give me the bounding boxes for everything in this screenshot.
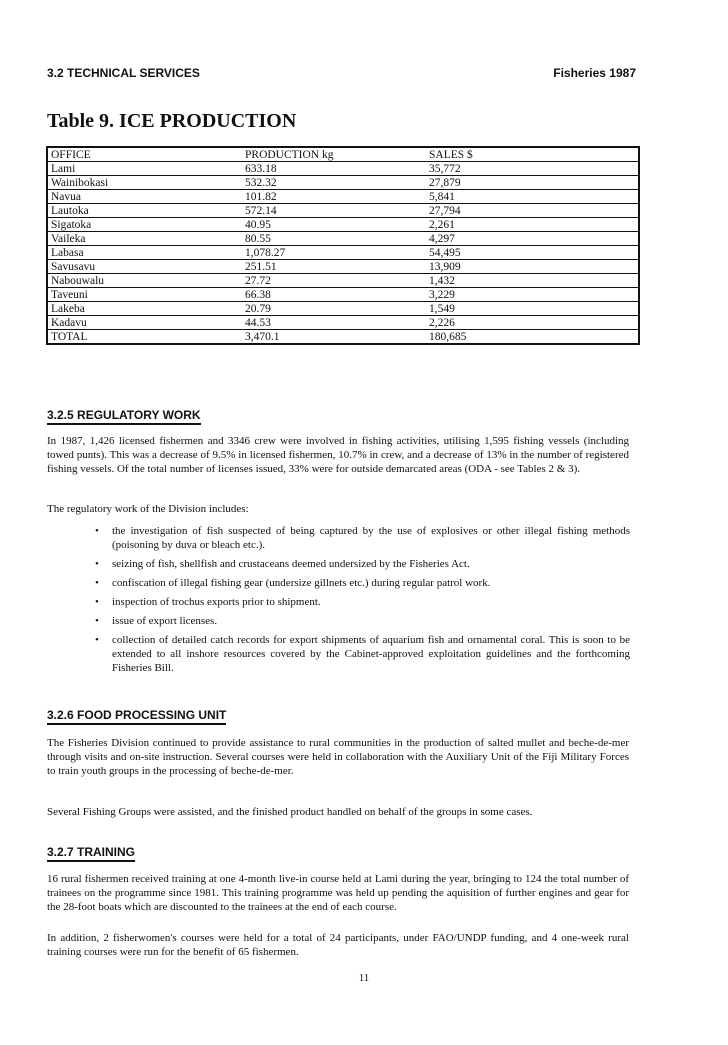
office-cell: Navua xyxy=(47,190,241,204)
office-cell: Lakeba xyxy=(47,302,241,316)
bullet-item: • issue of export licenses. xyxy=(90,614,630,628)
production-cell: 20.79 xyxy=(241,302,425,316)
sales-cell: 5,841 xyxy=(425,190,639,204)
training-paragraph-2: In addition, 2 fisherwomen's courses were held for a total of 24 participants, under FAO/UNDP funding, and 4 one-week rural training courses were run for the benefit of 65 fishermen. xyxy=(47,932,629,958)
sales-cell: 35,772 xyxy=(425,162,639,176)
office-cell: Kadavu xyxy=(47,316,241,330)
sales-cell: 27,879 xyxy=(425,176,639,190)
table-row xyxy=(47,274,639,288)
heading-food-processing: 3.2.6 FOOD PROCESSING UNIT xyxy=(47,708,226,725)
column-header-sales: SALES $ xyxy=(425,147,639,162)
bullet-item: • seizing of fish, shellfish and crustaceans deemed undersized by the Fisheries Act. xyxy=(90,557,630,571)
running-header-section: 3.2 TECHNICAL SERVICES xyxy=(47,66,200,80)
regulatory-paragraph-2: The regulatory work of the Division includes: xyxy=(47,503,249,515)
sales-cell: 2,226 xyxy=(425,316,639,330)
bullet-item: • the investigation of fish suspected of being captured by the use of explosives or other illegal fishing methods (poisoning by duva or bleach etc.). xyxy=(90,524,630,552)
table-row xyxy=(47,162,639,176)
office-cell: Wainibokasi xyxy=(47,176,241,190)
column-header-production: PRODUCTION kg xyxy=(241,147,425,162)
running-header-publication: Fisheries 1987 xyxy=(553,66,636,80)
office-cell: Labasa xyxy=(47,246,241,260)
regulatory-bullet-list xyxy=(90,524,630,680)
table-row xyxy=(47,218,639,232)
table-row xyxy=(47,316,639,330)
sales-cell: 27,794 xyxy=(425,204,639,218)
table-title: Table 9. ICE PRODUCTION xyxy=(47,110,297,132)
sales-cell: 4,297 xyxy=(425,232,639,246)
table-row xyxy=(47,204,639,218)
table-row xyxy=(47,288,639,302)
office-cell: Lautoka xyxy=(47,204,241,218)
office-cell: Sigatoka xyxy=(47,218,241,232)
bullet-item: • inspection of trochus exports prior to shipment. xyxy=(90,595,630,609)
heading-training: 3.2.7 TRAINING xyxy=(47,845,135,862)
office-cell: Lami xyxy=(47,162,241,176)
bullet-item: • collection of detailed catch records for export shipments of aquarium fish and ornamental coral. This is soon to be extended to all inshore resources covered by the Cabinet-approved exploitation guidelines and the forthcoming Fisheries Bill. xyxy=(90,633,630,675)
bullet-item: • confiscation of illegal fishing gear (undersize gillnets etc.) during regular patrol work. xyxy=(90,576,630,590)
production-cell: 633.18 xyxy=(241,162,425,176)
table-row xyxy=(47,246,639,260)
food-processing-paragraph-1: The Fisheries Division continued to provide assistance to rural communities in the production of salted mullet and beche-de-mer through visits and on-site instruction. Several courses were held in collaboration with the Auxiliary Unit of the Fiji Military Forces to train youth groups in the processing of beche-de-mer. xyxy=(47,737,629,777)
table-row xyxy=(47,232,639,246)
table-row xyxy=(47,260,639,274)
sales-cell: 3,229 xyxy=(425,288,639,302)
production-cell: 27.72 xyxy=(241,274,425,288)
production-cell: 66.38 xyxy=(241,288,425,302)
table-header-row xyxy=(47,147,639,162)
table-row xyxy=(47,302,639,316)
production-cell: 101.82 xyxy=(241,190,425,204)
production-cell: 44.53 xyxy=(241,316,425,330)
production-cell: 3,470.1 xyxy=(241,330,425,345)
office-cell: Vaileka xyxy=(47,232,241,246)
sales-cell: 2,261 xyxy=(425,218,639,232)
office-cell: Taveuni xyxy=(47,288,241,302)
production-cell: 1,078.27 xyxy=(241,246,425,260)
production-cell: 80.55 xyxy=(241,232,425,246)
production-cell: 532.32 xyxy=(241,176,425,190)
food-processing-paragraph-2: Several Fishing Groups were assisted, and the finished product handled on behalf of the groups in some cases. xyxy=(47,806,533,818)
sales-cell: 180,685 xyxy=(425,330,639,345)
office-cell: Savusavu xyxy=(47,260,241,274)
page-number: 11 xyxy=(358,972,370,984)
heading-regulatory-work: 3.2.5 REGULATORY WORK xyxy=(47,408,201,425)
office-cell: Nabouwalu xyxy=(47,274,241,288)
sales-cell: 54,495 xyxy=(425,246,639,260)
column-header-office: OFFICE xyxy=(47,147,241,162)
table-row xyxy=(47,176,639,190)
regulatory-paragraph-1: In 1987, 1,426 licensed fishermen and 3346 crew were involved in fishing activities, utilising 1,595 fishing vessels (including towed punts). This was a decrease of 9.5% in licensed fishermen, 10.7% in crew, and a decrease of 13% in the number of registered fishing vessels. Of the total number of licenses issued, 33% were for outside demarcated areas (ODA - see Tables 2 & 3). xyxy=(47,435,629,475)
table-row xyxy=(47,190,639,204)
production-cell: 251.51 xyxy=(241,260,425,274)
production-cell: 40.95 xyxy=(241,218,425,232)
office-cell: TOTAL xyxy=(47,330,241,345)
sales-cell: 1,549 xyxy=(425,302,639,316)
sales-cell: 13,909 xyxy=(425,260,639,274)
ice-production-table xyxy=(46,146,640,345)
sales-cell: 1,432 xyxy=(425,274,639,288)
production-cell: 572.14 xyxy=(241,204,425,218)
table-row xyxy=(47,330,639,345)
training-paragraph-1: 16 rural fishermen received training at one 4-month live-in course held at Lami during the year, bringing to 124 the total number of trainees on the programme since 1981. This training programme was held up pending the aquisition of further engines and gear for the 28-foot boats which are discounted to the trainees at the end of each course. xyxy=(47,873,629,913)
